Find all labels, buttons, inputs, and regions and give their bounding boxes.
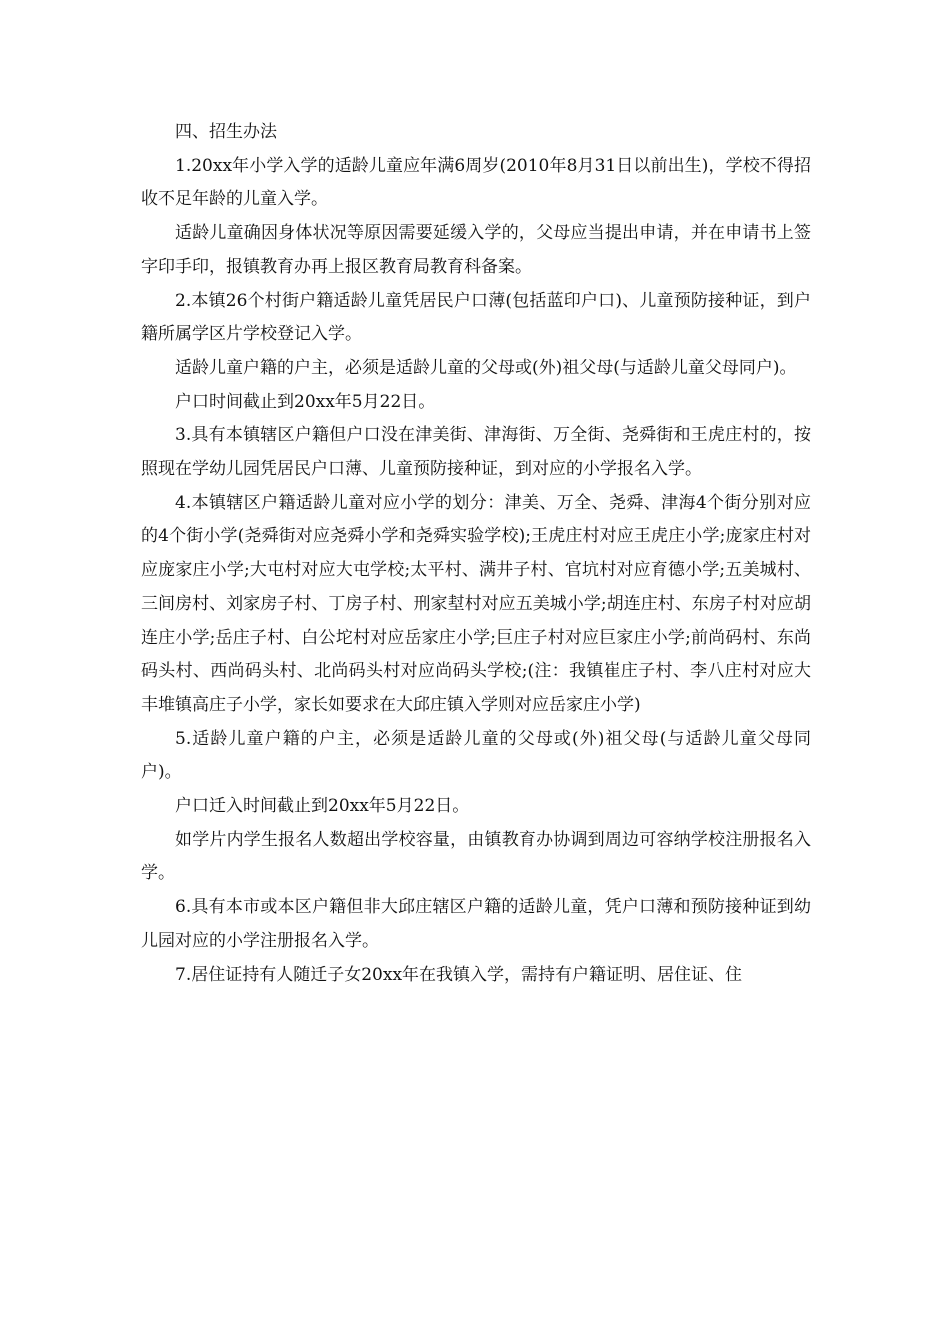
paragraph: 4.本镇辖区户籍适龄儿童对应小学的划分：津美、万全、尧舜、津海4个街分别对应的4个街小学(尧舜街对应尧舜小学和尧舜实验学校);王虎庄村对应王虎庄小学;庞家庄村对应庞家庄小学;大屯村对应大屯学校;太平村、满井子村、官坑村对应育德小学;五美城村、三间房村、刘家房子村、丁房子村、刑家堼村对应五美城小学;胡连庄村、东房子村对应胡连庄小学;岳庄子村、白公坨村对应岳家庄小学;巨庄子村对应巨家庄小学;前尚码村、东尚码头村、西尚码头村、北尚码头村对应尚码头学校;(注：我镇崔庄子村、李八庄村对应大丰堆镇高庄子小学，家长如要求在大邱庄镇入学则对应岳家庄小学) bbox=[141, 492, 811, 715]
paragraph: 2.本镇26个村街户籍适龄儿童凭居民户口薄(包括蓝印户口)、儿童预防接种证，到户籍所属学区片学校登记入学。 bbox=[141, 290, 811, 345]
section-heading: 四、招生办法 bbox=[175, 122, 277, 142]
paragraph: 适龄儿童确因身体状况等原因需要延缓入学的，父母应当提出申请，并在申请书上签字印手印，报镇教育办再上报区教育局教育科备案。 bbox=[141, 223, 811, 277]
paragraph: 适龄儿童户籍的户主，必须是适龄儿童的父母或(外)祖父母(与适龄儿童父母同户)。 bbox=[175, 357, 797, 378]
paragraph: 户口迁入时间截止到20xx年5月22日。 bbox=[175, 796, 470, 817]
paragraph: 1.20xx年小学入学的适龄儿童应年满6周岁(2010年8月31日以前出生)，学校不得招收不足年龄的儿童入学。 bbox=[141, 155, 811, 210]
paragraph: 3.具有本镇辖区户籍但户口没在津美街、津海街、万全街、尧舜街和王虎庄村的，按照现在学幼儿园凭居民户口薄、儿童预防接种证，到对应的小学报名入学。 bbox=[141, 425, 811, 480]
paragraph: 6.具有本市或本区户籍但非大邱庄辖区户籍的适龄儿童，凭户口薄和预防接种证到幼儿园对应的小学注册报名入学。 bbox=[141, 897, 811, 951]
paragraph: 户口时间截止到20xx年5月22日。 bbox=[175, 391, 436, 412]
document-body bbox=[141, 116, 811, 992]
paragraph: 7.居住证持有人随迁子女20xx年在我镇入学，需持有户籍证明、居住证、住 bbox=[175, 964, 743, 985]
paragraph: 如学片内学生报名人数超出学校容量，由镇教育办协调到周边可容纳学校注册报名入学。 bbox=[141, 829, 811, 884]
paragraph: 5.适龄儿童户籍的户主，必须是适龄儿童的父母或(外)祖父母(与适龄儿童父母同户)。 bbox=[141, 728, 811, 783]
